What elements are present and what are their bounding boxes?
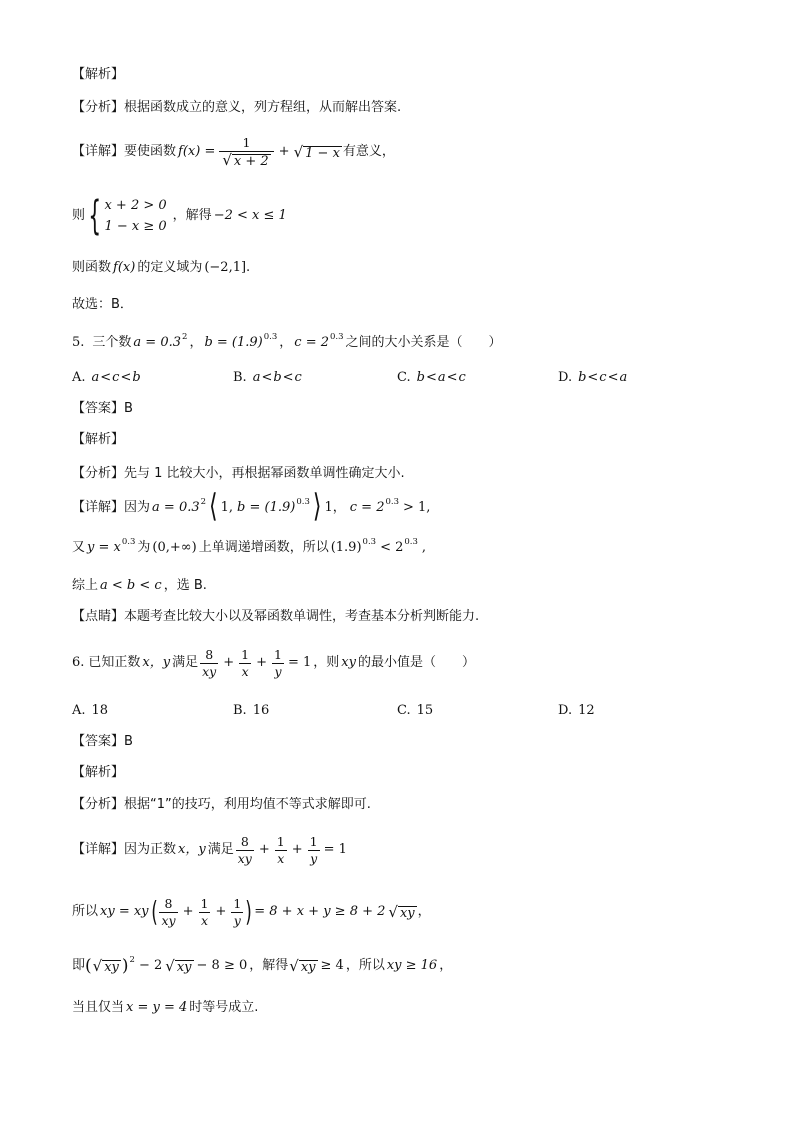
math-expression: = 1 xyxy=(323,842,347,857)
analysis-text: 根据“1”的技巧，利用均值不等式求解即可. xyxy=(124,797,371,812)
math-expression: c = 2 xyxy=(294,335,330,350)
q6-detail xyxy=(72,830,349,870)
q5-answer xyxy=(72,400,133,418)
punctuation: , xyxy=(421,540,427,555)
radicand: xy xyxy=(399,905,415,921)
exponent: 0.3 xyxy=(263,332,278,342)
exponent: 0.3 xyxy=(404,537,418,547)
radical-sign: √ xyxy=(92,956,103,975)
section-label-fenxi: 【分析】 xyxy=(72,797,125,812)
fraction-numerator: 1 xyxy=(276,833,285,849)
inequality-system xyxy=(102,195,168,237)
stem-text: 已知正数 xyxy=(88,655,141,670)
option-letter: B. xyxy=(233,370,247,385)
q4-analysis xyxy=(72,99,401,117)
option-text: b<c<a xyxy=(578,370,629,385)
q5-option-d xyxy=(558,369,628,387)
math-expression: 1， xyxy=(324,500,346,515)
section-label-dianjing: 【点睛】 xyxy=(72,609,125,624)
q4-domain xyxy=(72,259,252,277)
fraction-denominator: xy xyxy=(202,663,217,679)
section-label-xiangjie: 【详解】 xyxy=(72,500,125,515)
exponent: 2 xyxy=(182,332,188,342)
math-expression: a = 0.3 xyxy=(152,500,200,515)
fraction-denominator: y xyxy=(233,912,241,928)
option-letter: B. xyxy=(233,703,247,718)
math-expression: y = x xyxy=(87,540,121,555)
square-root xyxy=(165,958,193,975)
plus-sign: + xyxy=(256,655,268,670)
left-angle-bracket: ⟨ xyxy=(209,489,218,526)
math-expression: x，y xyxy=(178,842,206,857)
question-number: 5. xyxy=(72,335,85,350)
exponent: 0.3 xyxy=(296,497,310,507)
analysis-text: 根据函数成立的意义，列方程组，从而解出答案. xyxy=(124,100,402,115)
detail-text: 时等号成立. xyxy=(189,1000,259,1015)
radical-sign: √ xyxy=(165,956,175,975)
fraction xyxy=(275,834,287,867)
math-expression: ≥ 4 xyxy=(320,958,344,973)
fraction-numerator: 1 xyxy=(233,895,242,911)
right-angle-bracket: ⟩ xyxy=(312,489,322,526)
option-text: a<b<c xyxy=(252,370,303,385)
radical-sign: √ xyxy=(293,142,304,161)
q4-conclusion xyxy=(72,296,133,314)
fraction-numerator: 8 xyxy=(236,834,254,851)
conclusion-text: 故选：B． xyxy=(72,297,133,312)
math-expression: 1, xyxy=(220,500,234,515)
square-root xyxy=(289,958,317,975)
fraction-numerator: 8 xyxy=(200,647,218,664)
interval: (0,+∞) xyxy=(152,540,197,555)
option-letter: D. xyxy=(558,370,573,385)
option-text: 18 xyxy=(91,703,109,718)
fraction-denominator: y xyxy=(274,663,282,679)
detail-text: 所以 xyxy=(72,904,99,919)
detail-text: 满足 xyxy=(207,842,234,857)
left-brace: { xyxy=(88,193,102,239)
math-expression: b = (1.9) xyxy=(204,335,263,350)
square-root xyxy=(294,144,342,161)
fraction-numerator: 8 xyxy=(159,896,177,913)
option-text: 15 xyxy=(416,703,434,718)
system-text: ，解得 xyxy=(172,208,212,223)
math-expression: c = 2 xyxy=(349,500,385,515)
exponent: 0.3 xyxy=(121,537,136,547)
left-paren: ( xyxy=(150,895,158,928)
math-expression: xy ≥ 16 xyxy=(386,958,438,973)
detail-text: 为 xyxy=(137,540,151,555)
option-text: 16 xyxy=(252,703,270,718)
detail-text: 又 xyxy=(72,540,86,555)
detail-text: 因为 xyxy=(124,500,151,515)
q4-detail xyxy=(72,132,395,172)
fraction-numerator: 1 xyxy=(200,895,209,911)
math-expression: xy xyxy=(341,655,356,670)
fraction-numerator: 1 xyxy=(309,833,318,849)
fraction-denominator: x xyxy=(200,912,208,928)
q5-option-b xyxy=(233,369,303,387)
radicand: 1 − x xyxy=(305,145,340,161)
square-root xyxy=(388,904,416,921)
domain-interval: (−2,1]. xyxy=(204,260,251,275)
section-label-fenxi: 【分析】 xyxy=(72,100,125,115)
math-expression: − 8 ≥ 0 xyxy=(196,958,248,973)
section-label-jiexi: 【解析】 xyxy=(72,432,125,447)
system-prefix: 则 xyxy=(72,208,86,223)
separator: ， xyxy=(189,335,203,350)
option-text: 12 xyxy=(578,703,595,718)
q6-heading xyxy=(72,764,124,782)
remark-text: 本题考查比较大小以及幂函数单调性，考查基本分析判断能力. xyxy=(124,609,480,624)
math-expression: xy = xy xyxy=(100,904,149,919)
option-letter: C. xyxy=(397,703,411,718)
section-label-xiangjie: 【详解】 xyxy=(72,144,125,159)
fraction-denominator: y xyxy=(310,850,318,866)
q6-option-a xyxy=(72,702,108,720)
option-letter: A. xyxy=(72,370,86,385)
fraction xyxy=(200,647,218,680)
q4-heading xyxy=(72,66,124,84)
q5-heading xyxy=(72,431,124,449)
q6-stem xyxy=(72,643,475,683)
plus-sign: + xyxy=(278,144,290,159)
q6-answer xyxy=(72,733,133,751)
radicand: xy xyxy=(104,959,119,975)
q6-option-d xyxy=(558,702,595,720)
stem-text: 满足 xyxy=(172,655,199,670)
plus-sign: + xyxy=(215,904,227,919)
detail-text: 即 xyxy=(72,958,86,973)
math-expression: b = (1.9) xyxy=(237,500,296,515)
q4-system xyxy=(72,194,289,238)
detail-text: ，选 B. xyxy=(163,578,207,593)
plus-sign: + xyxy=(182,904,194,919)
detail-text: ，所以 xyxy=(345,958,385,973)
option-letter: D. xyxy=(558,703,573,718)
function-name: f(x) xyxy=(113,260,136,275)
exponent: 0.3 xyxy=(330,332,344,342)
fraction-denominator: x xyxy=(277,850,285,866)
punctuation: ， xyxy=(439,958,453,973)
domain-text: 则函数 xyxy=(72,260,112,275)
fraction xyxy=(231,896,243,929)
inequality-row: x + 2 > 0 xyxy=(104,198,167,213)
exponent: 2 xyxy=(129,955,135,965)
fraction-denominator: x xyxy=(241,663,249,679)
q5-option-a xyxy=(72,369,142,387)
q5-stem xyxy=(72,332,502,354)
math-expression: = 8 + x + y ≥ 8 + 2 xyxy=(254,904,386,919)
math-expression: a = 0.3 xyxy=(133,335,182,350)
section-label-xiangjie: 【详解】 xyxy=(72,842,125,857)
fraction xyxy=(239,647,251,680)
section-label-daan: 【答案】 xyxy=(72,734,125,749)
square-root xyxy=(222,152,270,169)
fraction-numerator: 1 xyxy=(274,646,282,662)
fraction-numerator: 1 xyxy=(219,135,273,152)
fraction-denominator xyxy=(219,152,273,169)
q5-option-c xyxy=(397,369,467,387)
right-paren: ) xyxy=(121,956,129,976)
q6-step1 xyxy=(72,892,431,932)
q6-option-b xyxy=(233,702,269,720)
detail-text: 要使函数 xyxy=(124,144,177,159)
plus-sign: + xyxy=(291,842,303,857)
math-expression: (1.9) xyxy=(330,540,362,555)
q5-remark xyxy=(72,608,479,626)
fraction-denominator: xy xyxy=(237,850,252,866)
separator: ， xyxy=(279,335,293,350)
stem-text: 之间的大小关系是（ ） xyxy=(345,335,502,350)
fraction-numerator: 1 xyxy=(241,646,250,662)
exponent: 0.3 xyxy=(362,537,377,547)
detail-text: ，解得 xyxy=(249,958,289,973)
radical-sign: √ xyxy=(289,956,299,975)
square-root xyxy=(93,958,121,975)
exponent: 2 xyxy=(200,497,207,507)
option-text: a<c<b xyxy=(91,370,142,385)
option-letter: C. xyxy=(397,370,411,385)
plus-sign: + xyxy=(223,655,235,670)
fraction xyxy=(308,834,320,867)
math-expression: x = y = 4 xyxy=(126,1000,188,1015)
radicand: x + 2 xyxy=(233,154,269,169)
q6-option-c xyxy=(397,702,433,720)
detail-text: 当且仅当 xyxy=(72,1000,125,1015)
section-label-daan: 【答案】 xyxy=(72,401,125,416)
inequality-row: 1 − x ≥ 0 xyxy=(104,219,167,234)
punctuation: ， xyxy=(417,904,431,919)
radicand: xy xyxy=(300,959,316,975)
q5-summary xyxy=(72,577,207,595)
q5-monotonic xyxy=(72,536,428,560)
fraction xyxy=(159,896,177,929)
section-label-fenxi: 【分析】 xyxy=(72,466,125,481)
domain-text: 的定义域为 xyxy=(137,260,203,275)
fraction xyxy=(272,647,284,680)
fraction xyxy=(236,834,254,867)
stem-text: 三个数 xyxy=(92,335,132,350)
left-paren: ( xyxy=(85,956,92,976)
radical-sign: √ xyxy=(222,151,232,169)
q6-analysis xyxy=(72,796,371,814)
math-expression: > 1, xyxy=(403,500,431,515)
q5-detail xyxy=(72,489,432,526)
detail-text: 有意义， xyxy=(342,144,395,159)
math-expression: a < b < c xyxy=(100,578,162,593)
option-letter: A. xyxy=(72,703,86,718)
function-lhs: f(x) = xyxy=(178,144,216,159)
math-expression: x，y xyxy=(142,655,171,670)
exponent: 0.3 xyxy=(385,497,399,507)
detail-text: 因为正数 xyxy=(124,842,177,857)
detail-text: 综上 xyxy=(72,578,99,593)
fraction xyxy=(219,135,273,169)
option-text: b<a<c xyxy=(416,370,467,385)
stem-text: 的最小值是（ ） xyxy=(357,655,475,670)
radicand: xy xyxy=(176,959,192,975)
section-label-jiexi: 【解析】 xyxy=(72,67,125,82)
answer-value: B xyxy=(124,734,133,749)
math-expression: < 2 xyxy=(380,540,404,555)
answer-value: B xyxy=(124,401,133,416)
analysis-text: 先与 1 比较大小，再根据幂函数单调性确定大小. xyxy=(124,466,405,481)
fraction xyxy=(199,896,211,929)
math-expression: = 1 xyxy=(287,655,312,670)
q5-analysis xyxy=(72,465,405,483)
radical-sign: √ xyxy=(388,902,398,921)
question-number: 6. xyxy=(72,655,85,670)
detail-text: 上单调递增函数，所以 xyxy=(198,540,329,555)
plus-sign: + xyxy=(258,842,270,857)
system-result: −2 < x ≤ 1 xyxy=(213,208,287,223)
q6-step2 xyxy=(72,954,452,978)
fraction-denominator: xy xyxy=(161,912,176,928)
stem-text: ，则 xyxy=(313,655,340,670)
q6-equality xyxy=(72,999,258,1017)
math-expression: − 2 xyxy=(138,958,163,973)
right-paren: ) xyxy=(245,895,253,928)
section-label-jiexi: 【解析】 xyxy=(72,765,125,780)
